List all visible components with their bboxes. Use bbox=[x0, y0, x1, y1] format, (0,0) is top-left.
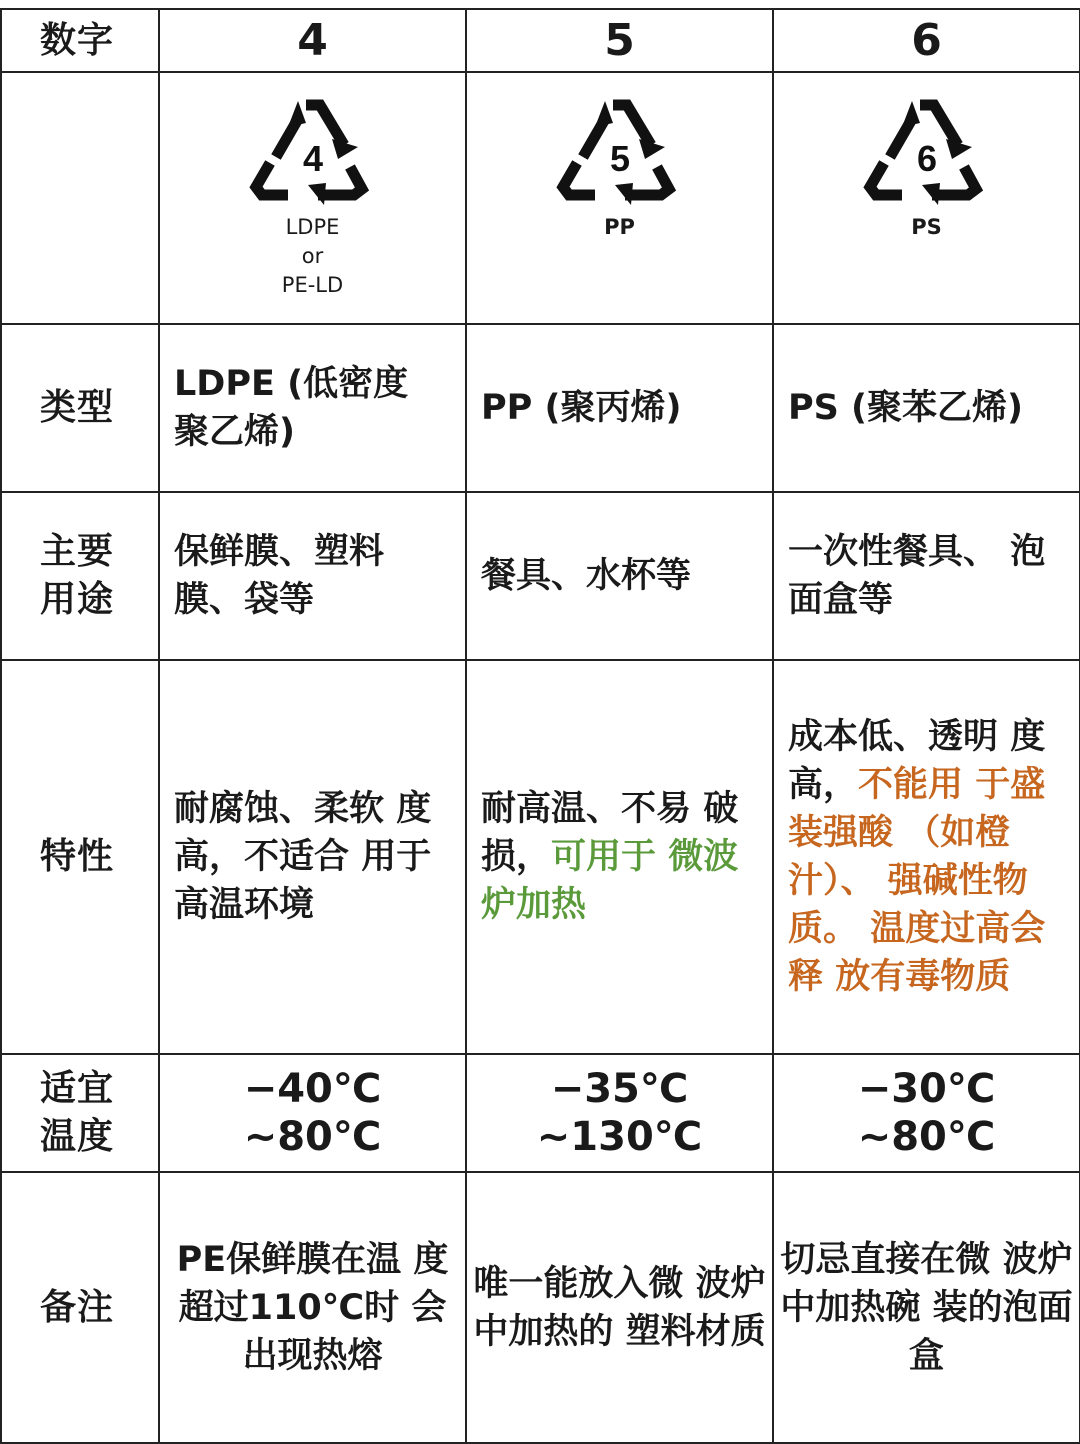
number-cell-6: 6 bbox=[773, 9, 1080, 72]
row-label-property bbox=[1, 660, 159, 1054]
row-label-empty bbox=[1, 72, 159, 324]
symbol-cell-6 bbox=[773, 72, 1080, 324]
cell-line: 餐具、水杯等 bbox=[481, 556, 692, 596]
green-highlight-text: 微波炉加热 bbox=[481, 837, 739, 925]
cell-line: 波炉中加热的 bbox=[473, 1263, 766, 1352]
temperature-cell-pp bbox=[466, 1054, 773, 1172]
cell-line: −30℃ bbox=[857, 1066, 996, 1112]
row-label-text: 主要 bbox=[40, 531, 115, 572]
number-cell-4: 4 bbox=[159, 9, 466, 72]
cell-line: 装的泡面盒 bbox=[908, 1287, 1073, 1376]
symbol-digit: 5 bbox=[609, 138, 630, 179]
symbol-digit: 6 bbox=[916, 138, 937, 179]
cell-text: 度高， bbox=[788, 717, 1046, 805]
cell-line: 聚乙烯) bbox=[174, 412, 295, 452]
cell-line: PS (聚苯乙烯) bbox=[788, 388, 1024, 428]
row-label-note bbox=[1, 1172, 159, 1443]
orange-highlight-text: 于盛装强酸 bbox=[788, 765, 1046, 853]
use-row bbox=[1, 492, 1080, 660]
cell-line: 切忌直接在微 bbox=[780, 1239, 991, 1280]
use-cell-pp bbox=[466, 492, 773, 660]
symbol-code-line: PS bbox=[911, 215, 942, 239]
orange-highlight-text: 不能用 bbox=[858, 765, 964, 805]
symbol-cell-5 bbox=[466, 72, 773, 324]
cell-line: 波炉中加热碗 bbox=[780, 1239, 1073, 1328]
cell-line: 会出现热熔 bbox=[242, 1287, 447, 1376]
symbol-code bbox=[282, 213, 343, 300]
symbol-code-line: PP bbox=[604, 215, 635, 239]
symbol-code-line: or bbox=[301, 244, 324, 268]
row-label-text: 温度 bbox=[40, 1116, 115, 1157]
symbol-code bbox=[604, 213, 635, 242]
cell-line: 塑料材质 bbox=[625, 1311, 766, 1352]
cell-line: 唯一能放入微 bbox=[473, 1263, 684, 1304]
type-cell-ldpe bbox=[159, 324, 466, 492]
note-cell-pp bbox=[466, 1172, 773, 1443]
cell-line: −35℃ bbox=[550, 1066, 689, 1112]
symbol-digit: 4 bbox=[302, 138, 323, 179]
row-label-temperature bbox=[1, 1054, 159, 1172]
cell-line: 泡面盒等 bbox=[788, 532, 1046, 620]
number-row bbox=[1, 9, 1080, 72]
type-row bbox=[1, 324, 1080, 492]
row-label-text: 用途 bbox=[40, 579, 115, 620]
note-cell-ps bbox=[773, 1172, 1080, 1443]
cell-line: PE保鲜膜在温 bbox=[176, 1239, 402, 1280]
symbol-code-line: LDPE bbox=[285, 215, 340, 239]
row-label-text: 类型 bbox=[40, 387, 115, 428]
row-label-use bbox=[1, 492, 159, 660]
cell-line: ~130℃ bbox=[536, 1114, 703, 1160]
green-highlight-text: 可用于 bbox=[551, 837, 657, 877]
cell-line: 耐高温、不易 bbox=[481, 789, 692, 829]
cell-line: 成本低、透明 bbox=[788, 717, 999, 757]
cell-line: ~80℃ bbox=[857, 1114, 996, 1160]
cell-line: 一次性餐具、 bbox=[788, 532, 999, 572]
symbol-row bbox=[1, 72, 1080, 324]
row-label-type bbox=[1, 324, 159, 492]
cell-line: 用于高温环境 bbox=[174, 837, 432, 925]
cell-line: 膜、袋等 bbox=[174, 580, 315, 620]
temperature-cell-ldpe bbox=[159, 1054, 466, 1172]
row-label-text: 备注 bbox=[40, 1286, 115, 1328]
row-label-text: 特性 bbox=[40, 836, 115, 877]
row-label-text: 数字 bbox=[40, 19, 115, 61]
property-cell-ps bbox=[773, 660, 1080, 1054]
temperature-row bbox=[1, 1054, 1080, 1172]
recycle-triangle-icon bbox=[248, 89, 378, 207]
cell-line: 保鲜膜、塑料 bbox=[174, 532, 385, 572]
type-cell-pp bbox=[466, 324, 773, 492]
cell-text: 破损， bbox=[481, 789, 739, 877]
plastic-recycling-codes-table bbox=[0, 8, 1080, 1444]
cell-line: LDPE (低密度 bbox=[174, 364, 409, 404]
recycle-triangle-icon bbox=[555, 89, 685, 207]
number-cell-5: 5 bbox=[466, 9, 773, 72]
use-cell-ldpe bbox=[159, 492, 466, 660]
comparison-table bbox=[0, 8, 1080, 1444]
orange-highlight-text: 放有毒物质 bbox=[835, 957, 1011, 997]
note-row bbox=[1, 1172, 1080, 1443]
orange-highlight-text: 温度过高会释 bbox=[788, 909, 1046, 997]
row-label-text: 适宜 bbox=[40, 1068, 115, 1109]
cell-line: −40℃ bbox=[243, 1066, 382, 1112]
symbol-code bbox=[911, 213, 942, 242]
recycle-triangle-icon bbox=[862, 89, 992, 207]
type-cell-ps bbox=[773, 324, 1080, 492]
orange-highlight-text: 强碱性物质。 bbox=[788, 861, 1028, 949]
cell-line: ~80℃ bbox=[243, 1114, 382, 1160]
cell-line: 度超过110℃时 bbox=[178, 1239, 449, 1328]
property-cell-pp bbox=[466, 660, 773, 1054]
property-cell-ldpe bbox=[159, 660, 466, 1054]
temperature-cell-ps bbox=[773, 1054, 1080, 1172]
symbol-cell-4 bbox=[159, 72, 466, 324]
cell-line: PP (聚丙烯) bbox=[481, 388, 682, 428]
cell-line: 耐腐蚀、柔软 bbox=[174, 789, 385, 829]
symbol-code-line: PE-LD bbox=[281, 273, 344, 297]
property-row bbox=[1, 660, 1080, 1054]
row-label-number bbox=[1, 9, 159, 72]
note-cell-ldpe bbox=[159, 1172, 466, 1443]
orange-highlight-text: （如橙汁）、 bbox=[788, 813, 1011, 901]
use-cell-ps bbox=[773, 492, 1080, 660]
cell-line: 度高，不适合 bbox=[174, 789, 432, 877]
